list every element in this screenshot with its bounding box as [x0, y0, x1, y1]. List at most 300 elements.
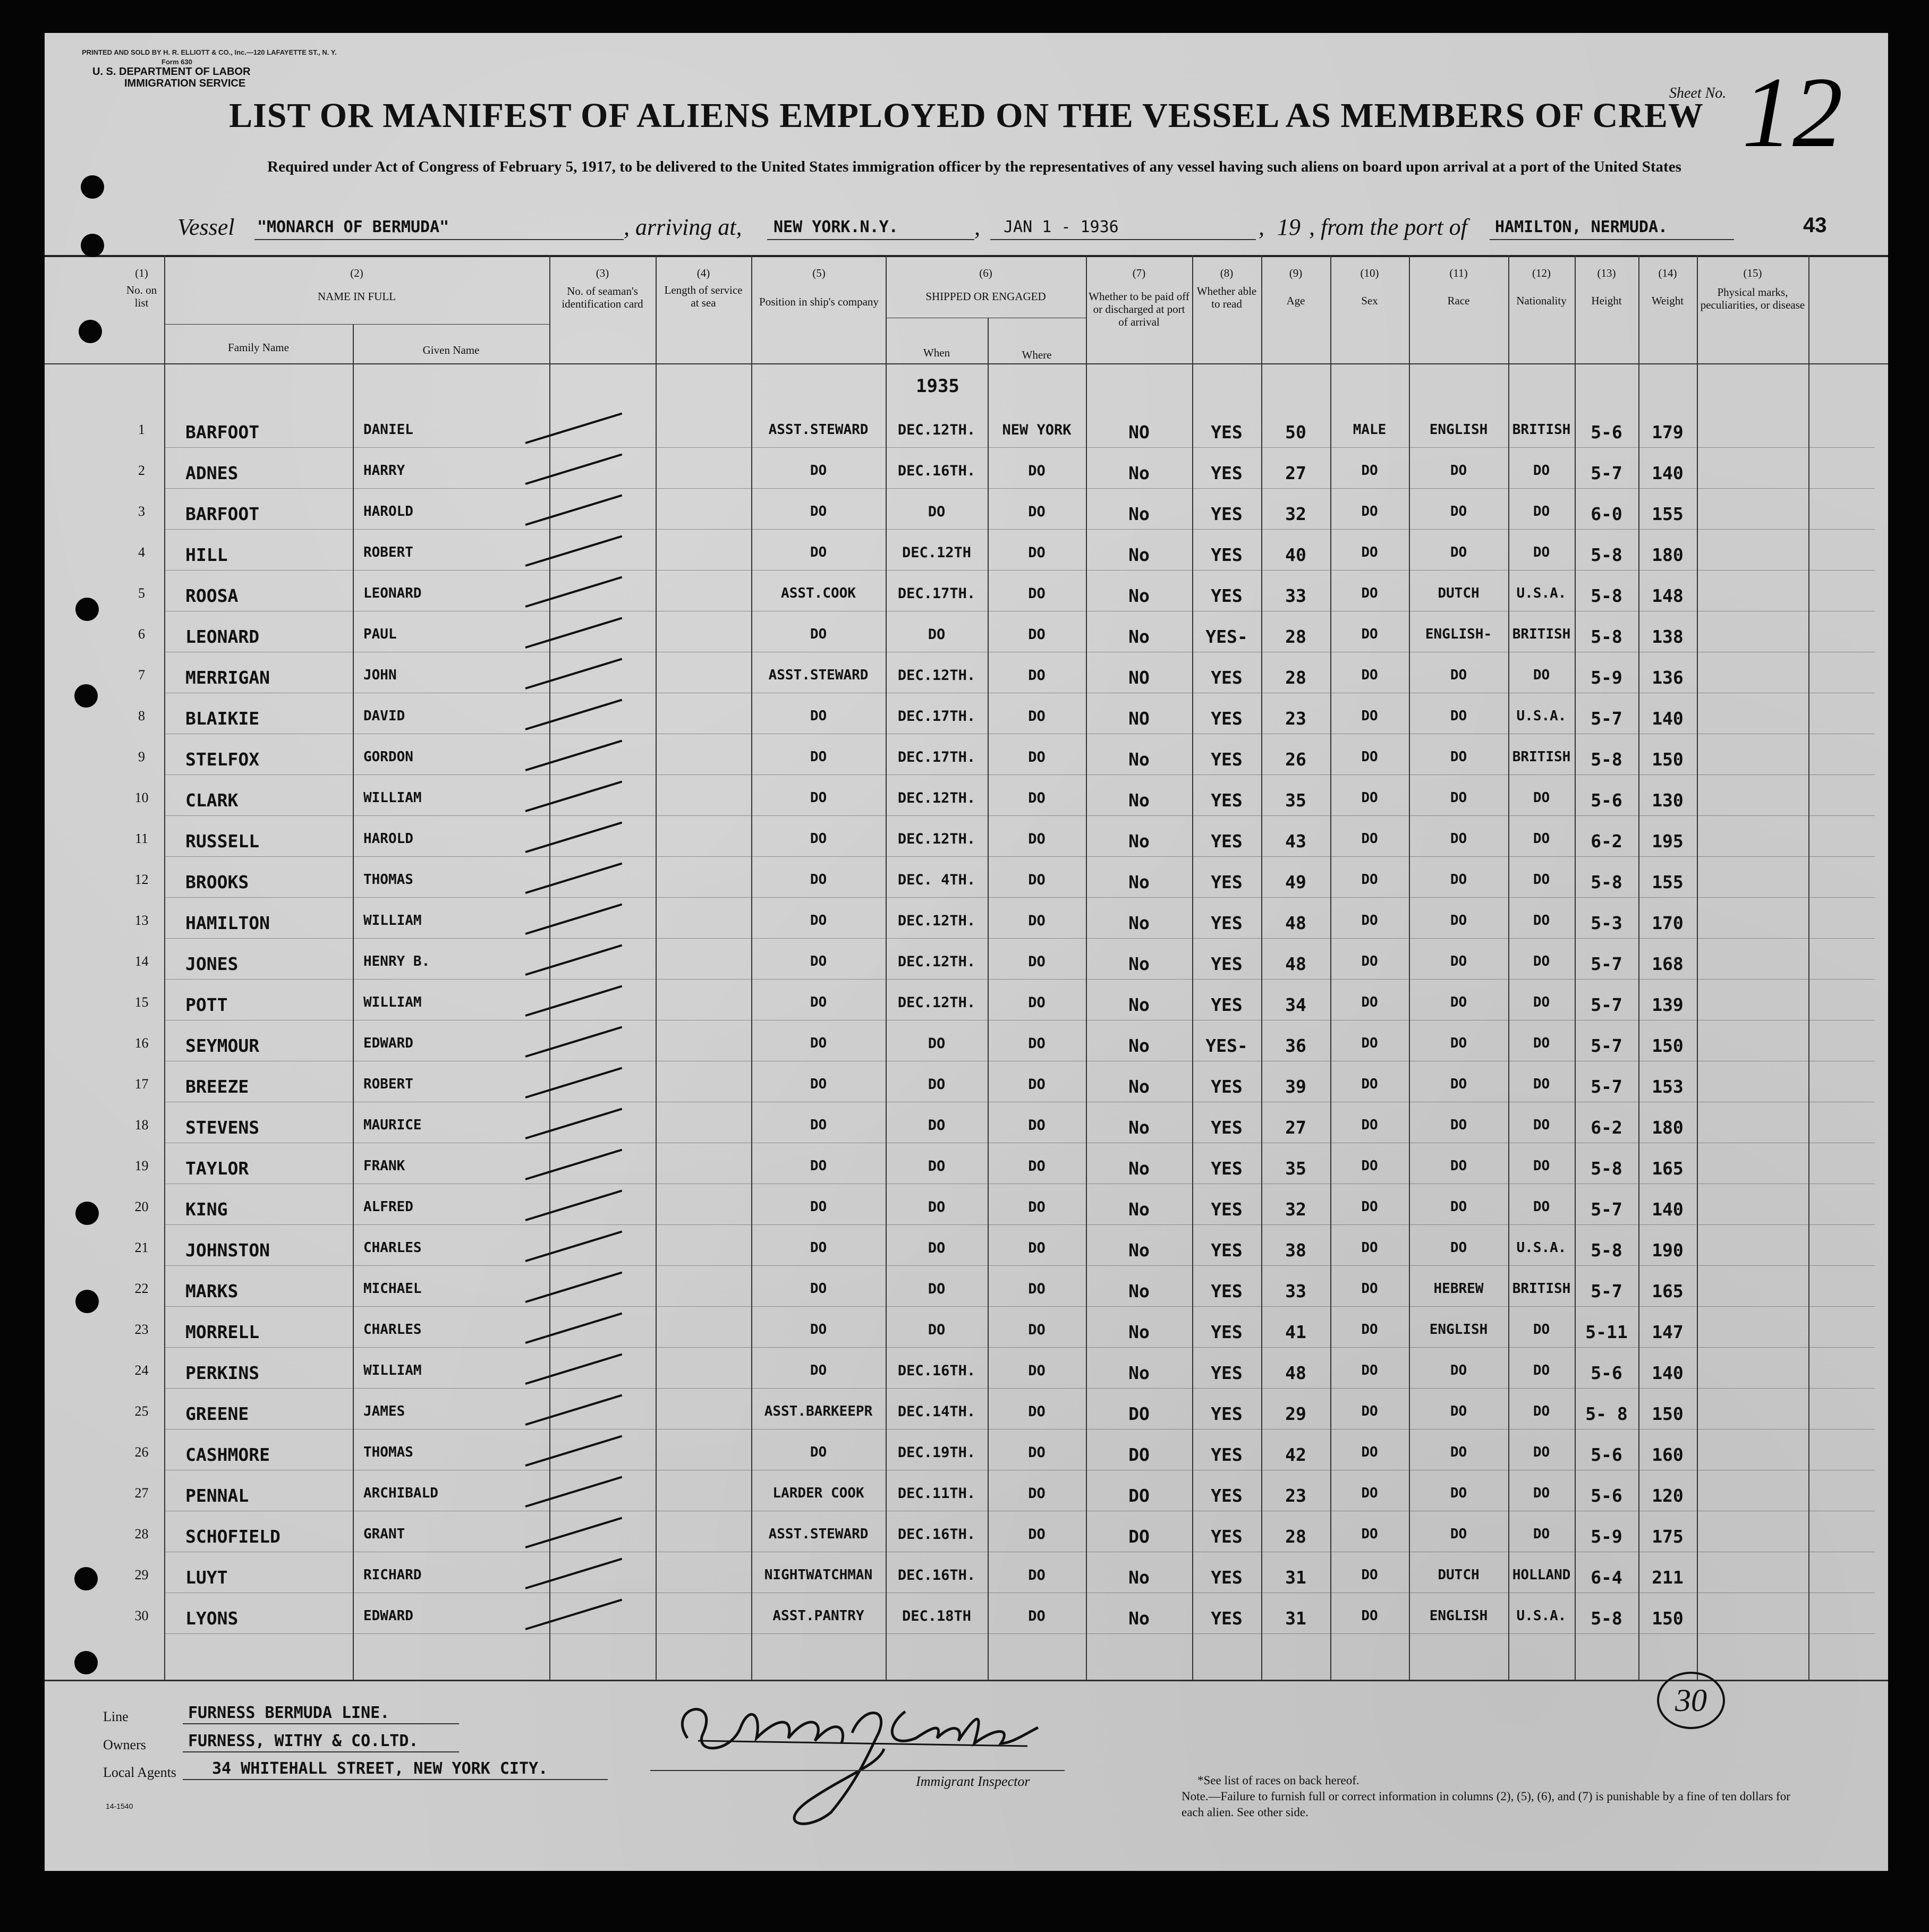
paid-off: NO — [1128, 708, 1150, 729]
sheet-number: 12 — [1742, 57, 1843, 168]
nationality: DO — [1533, 1199, 1550, 1215]
race: ENGLISH — [1429, 1322, 1488, 1338]
paid-off: No — [1128, 1240, 1150, 1261]
height: 5-8 — [1591, 872, 1622, 892]
weight: 170 — [1652, 913, 1684, 933]
nationality: DO — [1533, 994, 1550, 1010]
weight: 155 — [1652, 504, 1684, 524]
race: DO — [1450, 790, 1467, 806]
given-name: EDWARD — [363, 1035, 413, 1051]
shipped-when: DO — [928, 1199, 946, 1215]
row-number: 20 — [134, 1199, 149, 1214]
family-name: BLAIKIE — [185, 708, 260, 729]
col13-title: Height — [1591, 294, 1622, 307]
given-name: DAVID — [363, 708, 405, 724]
family-name: RUSSELL — [185, 831, 260, 852]
row-number: 27 — [134, 1485, 149, 1501]
nationality: DO — [1533, 1485, 1550, 1501]
family-name: JONES — [185, 954, 239, 974]
manifest-title: LIST OR MANIFEST OF ALIENS EMPLOYED ON THE VESSEL AS MEMBERS OF CREW — [229, 96, 1704, 135]
row-rule — [164, 897, 1875, 898]
race: DO — [1450, 954, 1467, 969]
paid-off: DO — [1128, 1403, 1150, 1424]
given-name: GRANT — [363, 1526, 405, 1542]
row-number: 19 — [134, 1158, 149, 1173]
department-name: U. S. DEPARTMENT OF LABOR — [92, 66, 251, 78]
shipped-year: 1935 — [916, 376, 959, 397]
shipped-where: DO — [1028, 831, 1046, 847]
nationality: DO — [1533, 1076, 1550, 1092]
sex: DO — [1361, 954, 1378, 969]
nationality: DO — [1533, 1526, 1550, 1542]
able-to-read: YES — [1211, 994, 1243, 1015]
department-block — [92, 66, 250, 89]
arrival-date: JAN 1 - 1936 — [1004, 218, 1119, 236]
row-rule — [164, 1224, 1875, 1225]
shipped-where: DO — [1028, 872, 1046, 888]
position: DO — [810, 872, 827, 888]
given-name: WILLIAM — [363, 790, 422, 806]
family-name: LUYT — [185, 1567, 228, 1588]
shipped-where: DO — [1028, 1117, 1046, 1134]
able-to-read: YES — [1211, 1608, 1243, 1629]
nationality: DO — [1533, 954, 1550, 969]
given-name: ARCHIBALD — [363, 1485, 438, 1501]
able-to-read: YES — [1211, 544, 1243, 565]
row-number: 7 — [138, 667, 145, 683]
weight: 180 — [1652, 1117, 1684, 1138]
col11-number: (11) — [1449, 267, 1468, 279]
paid-off: No — [1128, 1076, 1150, 1097]
height: 5-7 — [1591, 1199, 1622, 1220]
weight: 165 — [1652, 1281, 1684, 1301]
given-name: LEONARD — [363, 585, 422, 601]
row-number: 4 — [138, 544, 145, 560]
row-rule — [164, 1265, 1875, 1266]
paid-off: No — [1128, 913, 1150, 933]
height: 6-2 — [1591, 1117, 1622, 1138]
height: 5-7 — [1591, 1035, 1622, 1056]
penalty-note: Note.—Failure to furnish full or correct information in columns (2), (5), (6), and (7) is punishable by a fine of ten dollars for each alien. See other side. — [1182, 1790, 1790, 1819]
punch-hole — [74, 684, 98, 708]
height: 5-8 — [1591, 1240, 1622, 1261]
nationality: HOLLAND — [1512, 1567, 1571, 1583]
circled-total-value: 30 — [1675, 1683, 1707, 1718]
printer-line — [82, 48, 337, 67]
nationality: DO — [1533, 544, 1550, 560]
header-col4 — [661, 267, 746, 309]
shipped-when: DEC.12TH. — [897, 422, 976, 438]
year-label: 19 — [1277, 214, 1301, 240]
family-name: HAMILTON — [185, 913, 270, 933]
weight: 168 — [1652, 954, 1684, 974]
col10-title: Sex — [1361, 294, 1378, 307]
family-name: STEVENS — [185, 1117, 260, 1138]
weight: 160 — [1652, 1444, 1684, 1465]
sheet-label: Sheet No. — [1669, 85, 1727, 101]
weight: 138 — [1652, 626, 1684, 647]
given-name: DANIEL — [363, 422, 413, 438]
sex: DO — [1361, 1322, 1378, 1338]
col10-number: (10) — [1360, 267, 1379, 279]
able-to-read: YES — [1211, 1158, 1243, 1179]
age: 48 — [1285, 913, 1306, 933]
race: DO — [1450, 1076, 1467, 1092]
col4-title: Length of service at sea — [664, 284, 743, 309]
shipped-where: DO — [1028, 1035, 1046, 1052]
row-number: 14 — [134, 954, 149, 969]
row-number: 24 — [134, 1363, 149, 1378]
header-col15 — [1697, 267, 1808, 311]
family-name: LYONS — [185, 1608, 239, 1629]
shipped-where: NEW YORK — [1002, 422, 1072, 438]
shipped-where: DO — [1028, 504, 1046, 520]
header-col12 — [1508, 267, 1575, 307]
race: DO — [1450, 1199, 1467, 1215]
punch-hole — [81, 234, 104, 257]
punch-hole — [81, 175, 104, 199]
vessel-name: "MONARCH OF BERMUDA" — [257, 218, 449, 236]
sex: DO — [1361, 585, 1378, 601]
shipped-where: DO — [1028, 1076, 1046, 1093]
weight: 165 — [1652, 1158, 1684, 1179]
given-name: WILLIAM — [363, 1363, 422, 1378]
able-to-read: YES — [1211, 422, 1243, 442]
height: 5-8 — [1591, 585, 1622, 606]
age: 28 — [1285, 1526, 1306, 1547]
shipped-where: DO — [1028, 749, 1046, 765]
paid-off: DO — [1128, 1444, 1150, 1465]
shipped-when: DEC.17TH. — [897, 749, 976, 765]
shipped-where: DO — [1028, 667, 1046, 684]
position: DO — [810, 913, 827, 929]
row-number: 15 — [134, 994, 149, 1010]
nationality: U.S.A. — [1516, 1240, 1567, 1256]
row-number: 21 — [134, 1240, 149, 1255]
shipped-when: DEC.12TH. — [897, 667, 976, 684]
race: DO — [1450, 1035, 1467, 1051]
col7-number: (7) — [1132, 267, 1146, 279]
col15-title: Physical marks, peculiarities, or disease — [1700, 286, 1805, 311]
header-col8 — [1195, 267, 1259, 310]
sex: DO — [1361, 1363, 1378, 1378]
nationality: BRITISH — [1512, 1281, 1571, 1297]
paid-off: No — [1128, 994, 1150, 1015]
family-name: MERRIGAN — [185, 667, 270, 688]
col5-number: (5) — [812, 267, 826, 279]
punch-hole — [75, 1202, 99, 1225]
footer-line-value: FURNESS BERMUDA LINE. — [188, 1704, 390, 1722]
shipped-when: DEC.12TH. — [897, 913, 976, 929]
paid-off: NO — [1128, 422, 1150, 442]
able-to-read: YES — [1211, 1076, 1243, 1097]
given-name: MICHAEL — [363, 1281, 422, 1297]
header-family-name: Family Name — [228, 341, 289, 354]
race: DUTCH — [1438, 585, 1480, 601]
row-number: 13 — [134, 913, 149, 928]
age: 32 — [1285, 504, 1306, 524]
footer-line-label: Line — [103, 1709, 129, 1724]
height: 5-7 — [1591, 994, 1622, 1015]
able-to-read: YES — [1211, 708, 1243, 729]
paid-off: No — [1128, 1117, 1150, 1138]
family-name: HILL — [185, 544, 228, 565]
paid-off: No — [1128, 626, 1150, 647]
paid-off: No — [1128, 504, 1150, 524]
row-number: 23 — [134, 1322, 149, 1337]
nationality: BRITISH — [1512, 749, 1571, 765]
family-name: POTT — [185, 994, 228, 1015]
nationality: DO — [1533, 1117, 1550, 1133]
age: 27 — [1285, 1117, 1306, 1138]
weight: 120 — [1652, 1485, 1684, 1506]
circled-total — [1657, 1672, 1725, 1729]
row-number: 16 — [134, 1035, 149, 1051]
shipped-when: DEC.12TH — [902, 544, 972, 561]
age: 36 — [1285, 1035, 1306, 1056]
position: DO — [810, 1363, 827, 1378]
row-number: 6 — [138, 626, 145, 642]
family-name: BARFOOT — [185, 504, 260, 524]
header-col5 — [757, 267, 881, 308]
sex: DO — [1361, 1526, 1378, 1542]
row-number: 8 — [138, 708, 145, 724]
header-col6 — [886, 267, 1086, 303]
punch-hole — [74, 1567, 98, 1590]
form-code: 14-1540 — [106, 1802, 133, 1810]
shipped-when: DEC.12TH. — [897, 954, 976, 970]
height: 6-2 — [1591, 831, 1622, 852]
race: DO — [1450, 749, 1467, 765]
given-name: FRANK — [363, 1158, 405, 1174]
weight: 195 — [1652, 831, 1684, 852]
given-name: MAURICE — [363, 1117, 422, 1133]
age: 31 — [1285, 1567, 1306, 1588]
family-name: BARFOOT — [185, 422, 260, 442]
col3-number: (3) — [596, 267, 609, 279]
shipped-when: DEC.12TH. — [897, 994, 976, 1011]
able-to-read: YES — [1211, 749, 1243, 770]
position: ASST.STEWARD — [768, 667, 869, 683]
row-number: 18 — [134, 1117, 149, 1133]
shipped-where: DO — [1028, 708, 1046, 725]
shipped-when: DO — [928, 1322, 946, 1338]
paid-off: No — [1128, 872, 1150, 892]
sex: DO — [1361, 1567, 1378, 1583]
able-to-read: YES — [1211, 1117, 1243, 1138]
position: DO — [810, 1322, 827, 1338]
able-to-read: YES — [1211, 463, 1243, 483]
race: DO — [1450, 1363, 1467, 1378]
race: DO — [1450, 1158, 1467, 1174]
position: LARDER COOK — [772, 1485, 864, 1501]
age: 31 — [1285, 1608, 1306, 1629]
shipped-where: DO — [1028, 626, 1046, 643]
weight: 140 — [1652, 708, 1684, 729]
height: 5-8 — [1591, 749, 1622, 770]
paid-off: No — [1128, 1281, 1150, 1301]
paid-off: No — [1128, 790, 1150, 811]
sex: DO — [1361, 544, 1378, 560]
col15-number: (15) — [1743, 267, 1762, 279]
paid-off: DO — [1128, 1526, 1150, 1547]
row-rule — [164, 856, 1875, 857]
sex: DO — [1361, 790, 1378, 806]
height: 5-9 — [1591, 1526, 1622, 1547]
given-name: JOHN — [363, 667, 397, 683]
row-rule — [164, 447, 1875, 448]
shipped-when: DEC.16TH. — [897, 463, 976, 479]
age: 32 — [1285, 1199, 1306, 1220]
given-name: WILLIAM — [363, 994, 422, 1010]
shipped-when: DEC.17TH. — [897, 585, 976, 602]
shipped-where: DO — [1028, 1240, 1046, 1256]
sex: DO — [1361, 504, 1378, 520]
height: 5-6 — [1591, 1363, 1622, 1383]
header-col14 — [1638, 267, 1697, 307]
race: DO — [1450, 1444, 1467, 1460]
able-to-read: YES — [1211, 831, 1243, 852]
position: DO — [810, 790, 827, 806]
sex: DO — [1361, 708, 1378, 724]
nationality: DO — [1533, 1363, 1550, 1378]
height: 5-8 — [1591, 544, 1622, 565]
given-name: HAROLD — [363, 831, 413, 847]
able-to-read: YES- — [1205, 626, 1248, 647]
inspector-signature — [656, 1674, 1070, 1834]
shipped-when: DO — [928, 1158, 946, 1174]
age: 39 — [1285, 1076, 1306, 1097]
position: DO — [810, 1158, 827, 1174]
col13-number: (13) — [1597, 267, 1616, 279]
shipped-when: DEC.11TH. — [897, 1485, 976, 1502]
shipped-where: DO — [1028, 1526, 1046, 1543]
row-number: 1 — [138, 422, 145, 437]
col9-number: (9) — [1289, 267, 1303, 279]
nationality: DO — [1533, 1403, 1550, 1419]
position: DO — [810, 544, 827, 560]
header-when: When — [923, 346, 950, 359]
weight: 153 — [1652, 1076, 1684, 1097]
given-name: THOMAS — [363, 1444, 413, 1460]
family-name: ADNES — [185, 463, 239, 483]
col1-number: (1) — [135, 267, 148, 279]
header-col13 — [1575, 267, 1638, 307]
weight: 150 — [1652, 749, 1684, 770]
height: 5-6 — [1591, 790, 1622, 811]
race: DO — [1450, 872, 1467, 888]
header-col1 — [119, 267, 164, 309]
row-number: 17 — [134, 1076, 149, 1092]
header-col10 — [1330, 267, 1409, 307]
family-name: JOHNSTON — [185, 1240, 270, 1261]
race: DO — [1450, 504, 1467, 520]
shipped-when: DEC. 4TH. — [897, 872, 976, 888]
weight: 190 — [1652, 1240, 1684, 1261]
shipped-where: DO — [1028, 1158, 1046, 1174]
row-rule — [164, 570, 1875, 571]
paid-off: No — [1128, 463, 1150, 483]
age: 23 — [1285, 1485, 1306, 1506]
weight: 148 — [1652, 585, 1684, 606]
col5-title: Position in ship's company — [759, 295, 879, 308]
inspector-label: Immigrant Inspector — [916, 1774, 1030, 1789]
col12-number: (12) — [1532, 267, 1551, 279]
able-to-read: YES — [1211, 585, 1243, 606]
given-name: PAUL — [363, 626, 397, 642]
given-name: ALFRED — [363, 1199, 413, 1215]
race: DO — [1450, 1117, 1467, 1133]
col12-title: Nationality — [1516, 294, 1567, 307]
header-col11 — [1409, 267, 1508, 307]
sex: DO — [1361, 1158, 1378, 1174]
position: NIGHTWATCHMAN — [764, 1567, 873, 1583]
header-col3 — [555, 267, 650, 310]
age: 49 — [1285, 872, 1306, 892]
nationality: DO — [1533, 913, 1550, 929]
header-col2 — [164, 267, 549, 303]
shipped-when: DEC.12TH. — [897, 831, 976, 847]
row-rule — [164, 815, 1875, 816]
row-rule — [164, 774, 1875, 775]
age: 41 — [1285, 1322, 1306, 1342]
row-rule — [164, 1388, 1875, 1389]
position: ASST.STEWARD — [768, 1526, 869, 1542]
paid-off: No — [1128, 544, 1150, 565]
position: DO — [810, 1444, 827, 1460]
able-to-read: YES — [1211, 1322, 1243, 1342]
col3-title: No. of seaman's identification card — [562, 285, 643, 310]
sex: DO — [1361, 1117, 1378, 1133]
shipped-when: DEC.16TH. — [897, 1567, 976, 1584]
row-number: 3 — [138, 504, 145, 519]
family-name: GREENE — [185, 1403, 249, 1424]
race: HEBREW — [1433, 1281, 1484, 1297]
shipped-when: DO — [928, 626, 946, 643]
nationality: DO — [1533, 872, 1550, 888]
height: 5-11 — [1585, 1322, 1628, 1342]
height: 5-7 — [1591, 1281, 1622, 1301]
family-name: SEYMOUR — [185, 1035, 260, 1056]
nationality: BRITISH — [1512, 626, 1571, 642]
age: 35 — [1285, 790, 1306, 811]
weight: 130 — [1652, 790, 1684, 811]
height: 6-0 — [1591, 504, 1622, 524]
manifest-sheet — [45, 33, 1888, 1871]
race: DO — [1450, 994, 1467, 1010]
shipped-where: DO — [1028, 954, 1046, 970]
height: 5- 8 — [1585, 1403, 1628, 1424]
paid-off: No — [1128, 585, 1150, 606]
height: 5-8 — [1591, 626, 1622, 647]
height: 5-7 — [1591, 708, 1622, 729]
height: 6-4 — [1591, 1567, 1622, 1588]
paid-off: No — [1128, 1567, 1150, 1588]
paid-off: NO — [1128, 667, 1150, 688]
height: 5-3 — [1591, 913, 1622, 933]
sex: DO — [1361, 831, 1378, 847]
position: ASST.STEWARD — [768, 422, 869, 438]
row-number: 22 — [134, 1281, 149, 1296]
shipped-when: DEC.14TH. — [897, 1403, 976, 1420]
paid-off: No — [1128, 1322, 1150, 1342]
position: DO — [810, 749, 827, 765]
position: DO — [810, 1035, 827, 1051]
paid-off: No — [1128, 1035, 1150, 1056]
header-col9 — [1261, 267, 1330, 307]
race: DO — [1450, 463, 1467, 479]
position: DO — [810, 994, 827, 1010]
